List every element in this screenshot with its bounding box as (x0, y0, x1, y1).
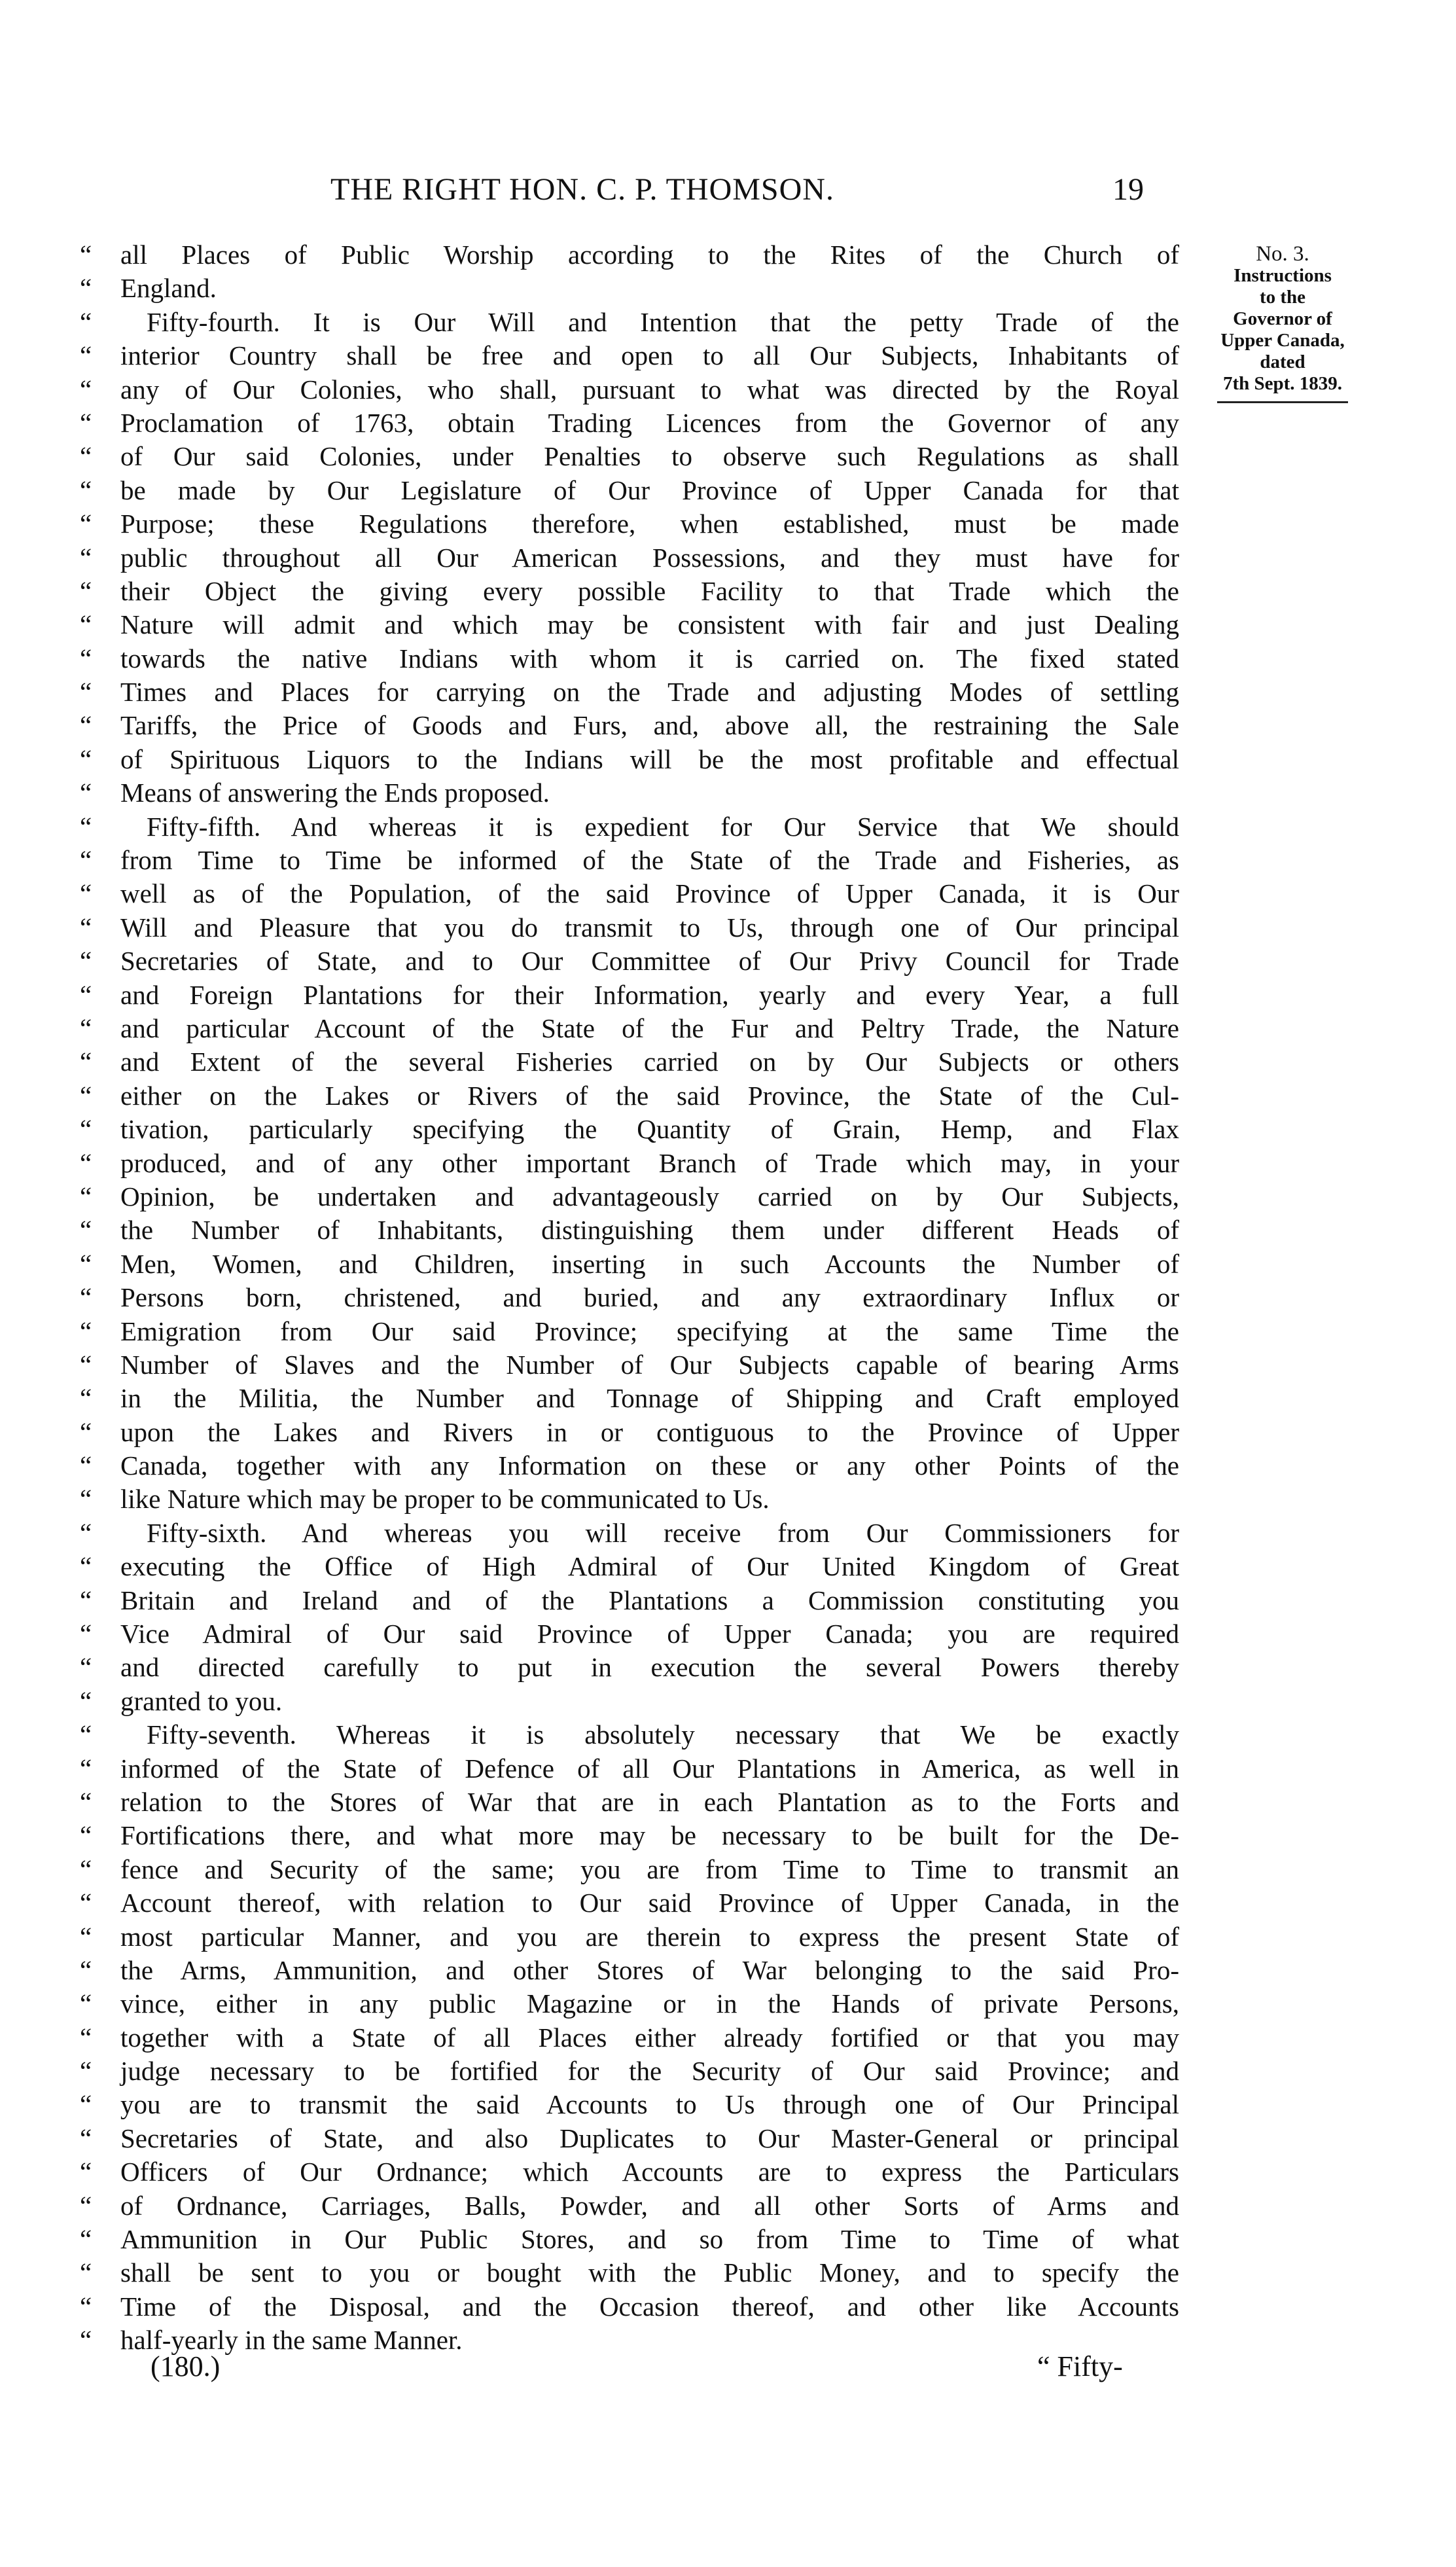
text-line (80, 1045, 1179, 1079)
text-line (80, 2122, 1179, 2155)
text-line (80, 2290, 1179, 2324)
line-text: granted to you. (120, 1685, 283, 1716)
line-text: executing the Office of High Admiral of Our United Kingdom of Great (120, 1551, 1179, 1582)
quote-mark: “ (80, 340, 92, 371)
line-text: you are to transmit the said Accounts to Us through one of Our Principal (120, 2089, 1179, 2120)
page-number: 19 (1112, 172, 1144, 207)
text-line (80, 1685, 1179, 1718)
text-line (80, 474, 1179, 507)
line-text: Fifty-fourth. It is Our Will and Intention that the petty Trade of the (147, 306, 1179, 337)
text-line (80, 776, 1179, 810)
quote-mark: “ (80, 2257, 92, 2288)
quote-mark: “ (80, 643, 92, 673)
text-line (80, 810, 1179, 844)
line-text: and Extent of the several Fisheries carried on by Our Subjects or others (120, 1047, 1179, 1077)
quote-mark: “ (80, 979, 92, 1010)
quote-mark: “ (80, 1147, 92, 1178)
line-text: upon the Lakes and Rivers in or contiguous to the Province of Upper (120, 1416, 1179, 1447)
text-line (80, 1416, 1179, 1449)
text-line (80, 608, 1179, 641)
text-line (80, 406, 1179, 440)
quote-mark: “ (80, 946, 92, 977)
quote-mark: “ (80, 1551, 92, 1582)
text-line (80, 1315, 1179, 1348)
quote-mark: “ (80, 1349, 92, 1380)
quote-mark: “ (80, 240, 92, 270)
line-text: relation to the Stores of War that are in each Plantation as to the Forts and (120, 1786, 1179, 1817)
quote-mark: “ (80, 1954, 92, 1985)
text-line (80, 1718, 1179, 1751)
text-line (80, 2155, 1179, 2189)
line-text: be made by Our Legislature of Our Province of Upper Canada for that (120, 475, 1179, 505)
quote-mark: “ (80, 2089, 92, 2120)
line-text: Purpose; these Regulations therefore, when established, must be made (120, 509, 1179, 539)
body-text (80, 238, 1179, 2358)
text-line (80, 1954, 1179, 1987)
line-text: Tariffs, the Price of Goods and Furs, and, above all, the restraining the Sale (120, 710, 1179, 741)
quote-mark: “ (80, 677, 92, 708)
quote-mark: “ (80, 441, 92, 472)
margin-note-rule (1217, 401, 1348, 403)
quote-mark: “ (80, 575, 92, 606)
text-line (80, 1382, 1179, 1415)
text-line (80, 440, 1179, 473)
quote-mark: “ (80, 407, 92, 438)
line-text: Account thereof, with relation to Our said Province of Upper Canada, in the (120, 1888, 1179, 1918)
quote-mark: “ (80, 306, 92, 337)
quote-mark: “ (80, 1282, 92, 1313)
text-line (80, 2055, 1179, 2088)
line-text: Nature will admit and which may be consistent with fair and just Dealing (120, 609, 1179, 640)
line-text: Britain and Ireland and of the Plantations a Commission constituting you (120, 1585, 1179, 1615)
text-line (80, 541, 1179, 575)
line-text: tivation, particularly specifying the Quantity of Grain, Hemp, and Flax (120, 1114, 1179, 1145)
quote-mark: “ (80, 374, 92, 404)
line-text: Times and Places for carrying on the Trade and adjusting Modes of settling (120, 677, 1179, 708)
text-line (80, 877, 1179, 910)
line-text: vince, either in any public Magazine or in the Hands of private Persons, (120, 1988, 1179, 2019)
quote-mark: “ (80, 1013, 92, 1043)
quote-mark: “ (80, 2224, 92, 2255)
quote-mark: “ (80, 912, 92, 942)
line-text: shall be sent to you or bought with the Public Money, and to specify the (120, 2257, 1179, 2288)
text-line (80, 339, 1179, 372)
quote-mark: “ (80, 1316, 92, 1346)
quote-mark: “ (80, 475, 92, 505)
margin-note (1181, 243, 1384, 403)
line-text: most particular Manner, and you are therein to express the present State of (120, 1921, 1179, 1952)
line-text: Number of Slaves and the Number of Our Subjects capable of bearing Arms (120, 1349, 1179, 1380)
quote-mark: “ (80, 1854, 92, 1884)
quote-mark: “ (80, 1786, 92, 1817)
text-line (80, 1987, 1179, 2020)
text-line (80, 2223, 1179, 2256)
line-text: any of Our Colonies, who shall, pursuant to what was directed by the Royal (120, 374, 1179, 404)
line-text: Time of the Disposal, and the Occasion thereof, and other like Accounts (120, 2291, 1179, 2322)
line-text: and particular Account of the State of the Fur and Peltry Trade, the Nature (120, 1013, 1179, 1043)
line-text: Emigration from Our said Province; specifying at the same Time the (120, 1316, 1179, 1346)
quote-mark: “ (80, 878, 92, 909)
line-text: Will and Pleasure that you do transmit to Us, through one of Our principal (120, 912, 1179, 942)
text-line (80, 575, 1179, 608)
quote-mark: “ (80, 2291, 92, 2322)
line-text: Secretaries of State, and to Our Committee of Our Privy Council for Trade (120, 946, 1179, 977)
line-text: together with a State of all Places either already fortified or that you may (120, 2022, 1179, 2053)
line-text: Proclamation of 1763, obtain Trading Licences from the Governor of any (120, 407, 1179, 438)
line-text: of Spirituous Liquors to the Indians will be the most profitable and effectual (120, 744, 1179, 774)
text-line (80, 272, 1179, 305)
quote-mark: “ (80, 1181, 92, 1212)
text-line (80, 944, 1179, 978)
line-text: and Foreign Plantations for their Information, yearly and every Year, a full (120, 979, 1179, 1010)
line-text: Persons born, christened, and buried, and any extraordinary Influx or (120, 1282, 1179, 1313)
text-line (80, 2324, 1179, 2357)
text-line (80, 238, 1179, 272)
line-text: public throughout all Our American Possessions, and they must have for (120, 542, 1179, 573)
text-line (80, 1819, 1179, 1852)
text-line (80, 1079, 1179, 1113)
text-line (80, 1248, 1179, 1281)
text-line (80, 2256, 1179, 2289)
quote-mark: “ (80, 2325, 92, 2356)
running-head (0, 171, 1456, 211)
line-text: judge necessary to be fortified for the Security of Our said Province; and (120, 2056, 1179, 2087)
line-text: Fortifications there, and what more may be necessary to be built for the De- (120, 1820, 1179, 1851)
quote-mark: “ (80, 1484, 92, 1515)
quote-mark: “ (80, 1753, 92, 1784)
line-text: all Places of Public Worship according to the Rites of the Church of (120, 240, 1179, 270)
line-text: Secretaries of State, and also Duplicates to Our Master-General or principal (120, 2123, 1179, 2153)
text-line (80, 1180, 1179, 1213)
text-line (80, 1853, 1179, 1886)
text-line (80, 1147, 1179, 1180)
quote-mark: “ (80, 1248, 92, 1279)
line-text: Opinion, be undertaken and advantageously carried on by Our Subjects, (120, 1181, 1179, 1212)
quote-mark: “ (80, 744, 92, 774)
quote-mark: “ (80, 1719, 92, 1750)
text-line (80, 1348, 1179, 1382)
line-text: Vice Admiral of Our said Province of Upper Canada; you are required (120, 1619, 1179, 1649)
line-text: Officers of Our Ordnance; which Accounts are to express the Particulars (120, 2157, 1179, 2187)
text-line (80, 1886, 1179, 1920)
text-line (80, 978, 1179, 1012)
quote-mark: “ (80, 1215, 92, 1246)
quote-mark: “ (80, 609, 92, 640)
quote-mark: “ (80, 2157, 92, 2187)
catchword: “ Fifty- (1037, 2350, 1123, 2382)
line-text: Men, Women, and Children, inserting in such Accounts the Number of (120, 1248, 1179, 1279)
line-text: like Nature which may be proper to be communicated to Us. (120, 1484, 770, 1515)
margin-note-line: Governor of (1233, 308, 1332, 329)
line-text: produced, and of any other important Branch of Trade which may, in your (120, 1147, 1179, 1178)
quote-mark: “ (80, 1820, 92, 1851)
quote-mark: “ (80, 811, 92, 842)
quote-mark: “ (80, 1080, 92, 1111)
text-line (80, 709, 1179, 742)
text-line (80, 1651, 1179, 1684)
line-text: England. (120, 273, 217, 304)
line-text: Means of answering the Ends proposed. (120, 778, 550, 808)
text-line (80, 373, 1179, 406)
text-line (80, 1449, 1179, 1482)
quote-mark: “ (80, 1921, 92, 1952)
quote-mark: “ (80, 1988, 92, 2019)
quote-mark: “ (80, 1585, 92, 1615)
text-line (80, 1550, 1179, 1583)
line-text: either on the Lakes or Rivers of the said Province, the State of the Cul- (120, 1080, 1179, 1111)
text-line (80, 844, 1179, 877)
line-text: in the Militia, the Number and Tonnage of Shipping and Craft employed (120, 1383, 1179, 1414)
quote-mark: “ (80, 1619, 92, 1649)
quote-mark: “ (80, 2056, 92, 2087)
text-line (80, 642, 1179, 675)
line-text: informed of the State of Defence of all Our Plantations in America, as well in (120, 1753, 1179, 1784)
line-text: fence and Security of the same; you are from Time to Time to transmit an (120, 1854, 1179, 1884)
line-text: of Our said Colonies, under Penalties to observe such Regulations as shall (120, 441, 1179, 472)
quote-mark: “ (80, 1685, 92, 1716)
margin-note-line: dated (1260, 351, 1305, 372)
text-line (80, 1012, 1179, 1045)
line-text: Fifty-fifth. And whereas it is expedient for Our Service that We should (147, 811, 1179, 842)
quote-mark: “ (80, 1383, 92, 1414)
line-text: Fifty-seventh. Whereas it is absolutely necessary that We be exactly (147, 1719, 1179, 1750)
text-line (80, 306, 1179, 339)
quote-mark: “ (80, 273, 92, 304)
quote-mark: “ (80, 2022, 92, 2053)
text-line (80, 1517, 1179, 1550)
quote-mark: “ (80, 710, 92, 741)
text-line (80, 1113, 1179, 1146)
signature-mark: (180.) (151, 2350, 221, 2382)
line-text: Ammunition in Our Public Stores, and so from Time to Time of what (120, 2224, 1179, 2255)
text-line (80, 1786, 1179, 1819)
line-text: towards the native Indians with whom it is carried on. The fixed stated (120, 643, 1179, 673)
quote-mark: “ (80, 1416, 92, 1447)
line-text: of Ordnance, Carriages, Balls, Powder, and all other Sorts of Arms and (120, 2190, 1179, 2221)
quote-mark: “ (80, 845, 92, 876)
quote-mark: “ (80, 1888, 92, 1918)
line-text: Canada, together with any Information on these or any other Points of the (120, 1450, 1179, 1481)
text-line (80, 1752, 1179, 1786)
text-line (80, 1920, 1179, 1954)
line-text: and directed carefully to put in execution the several Powers thereby (120, 1652, 1179, 1683)
line-text: half-yearly in the same Manner. (120, 2325, 463, 2356)
text-line (80, 1482, 1179, 1516)
line-text: from Time to Time be informed of the State of the Trade and Fisheries, as (120, 845, 1179, 876)
quote-mark: “ (80, 509, 92, 539)
quote-mark: “ (80, 1450, 92, 1481)
quote-mark: “ (80, 542, 92, 573)
quote-mark: “ (80, 1517, 92, 1548)
text-line (80, 1617, 1179, 1651)
text-line (80, 2021, 1179, 2055)
running-title: THE RIGHT HON. C. P. THOMSON. (330, 172, 834, 207)
text-line (80, 1281, 1179, 1314)
quote-mark: “ (80, 2123, 92, 2153)
margin-note-line: 7th Sept. 1839. (1222, 373, 1343, 394)
quote-mark: “ (80, 778, 92, 808)
line-text: well as of the Population, of the said Province of Upper Canada, it is Our (120, 878, 1179, 909)
line-text: Fifty-sixth. And whereas you will receive from Our Commissioners for (147, 1517, 1179, 1548)
quote-mark: “ (80, 2190, 92, 2221)
margin-note-line: No. 3. (1256, 242, 1309, 266)
quote-mark: “ (80, 1047, 92, 1077)
quote-mark: “ (80, 1114, 92, 1145)
line-text: the Number of Inhabitants, distinguishing them under different Heads of (120, 1215, 1179, 1246)
margin-note-line: to the (1259, 287, 1306, 308)
text-line (80, 2088, 1179, 2121)
line-text: interior Country shall be free and open to all Our Subjects, Inhabitants of (120, 340, 1179, 371)
line-text: the Arms, Ammunition, and other Stores of War belonging to the said Pro- (120, 1954, 1179, 1985)
text-line (80, 1213, 1179, 1247)
margin-note-line: Instructions (1234, 265, 1332, 286)
text-line (80, 911, 1179, 944)
margin-note-line: Upper Canada, (1220, 330, 1345, 351)
text-line (80, 507, 1179, 541)
text-line (80, 2189, 1179, 2223)
text-line (80, 743, 1179, 776)
text-line (80, 1584, 1179, 1617)
quote-mark: “ (80, 1652, 92, 1683)
text-line (80, 675, 1179, 709)
line-text: their Object the giving every possible Facility to that Trade which the (120, 575, 1179, 606)
